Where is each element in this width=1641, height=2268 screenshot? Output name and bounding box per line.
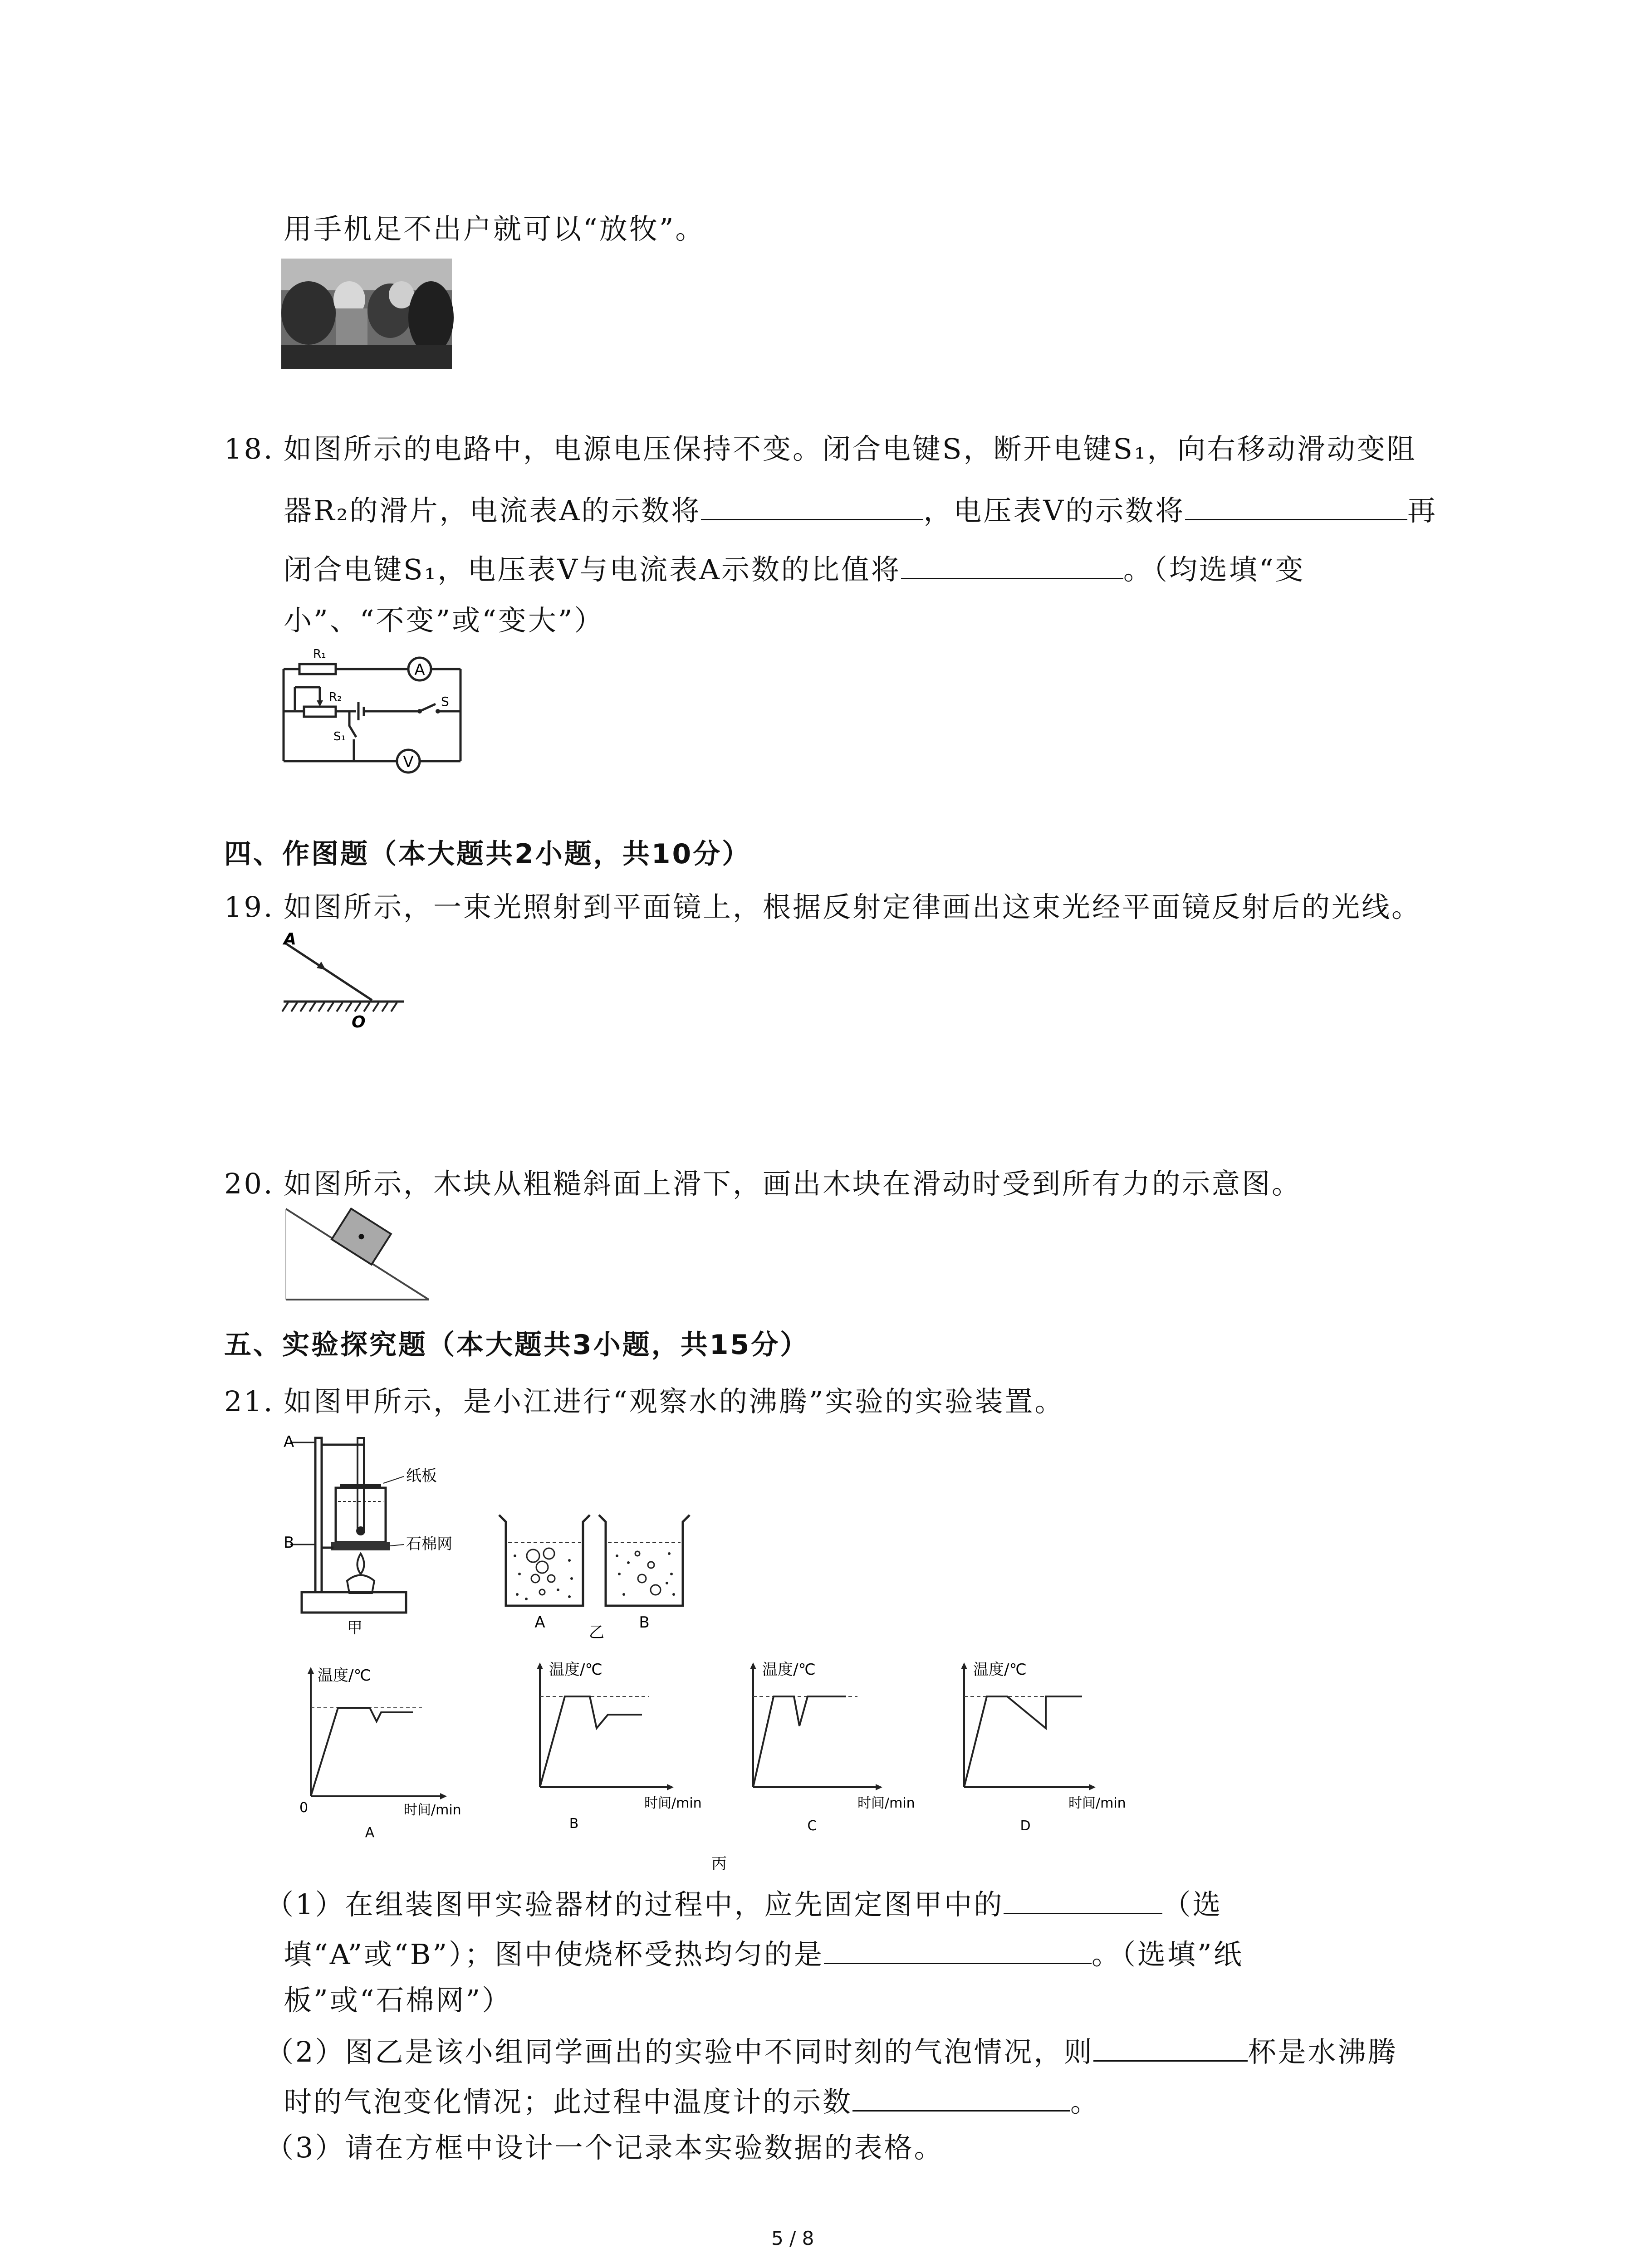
q21-fig-yi-beakers: [492, 1510, 705, 1647]
q21-beaker-b-bubbles: [635, 1551, 661, 1595]
q21-graph-a-origin: 0: [299, 1800, 309, 1816]
q21-graph-d: [961, 1661, 1126, 1834]
q21-graph-c: [750, 1661, 915, 1834]
q21-graph-a-ylabel: 温度/℃: [318, 1667, 371, 1685]
q18-s-label: S: [441, 694, 449, 709]
q18-voltmeter-label: V: [403, 753, 414, 771]
q21-graph-d-ylabel: 温度/℃: [973, 1661, 1027, 1679]
q21-beaker-a-bubbles: [527, 1548, 555, 1595]
q21-jia-label-b: B: [284, 1534, 294, 1552]
q19-text: 如图所示，一束光照射到平面镜上，根据反射定律画出这束光经平面镜反射后的光线。: [284, 890, 1422, 924]
q21-jia-caption: 甲: [347, 1619, 362, 1637]
q18-line-3: [284, 550, 1305, 588]
q21-graph-a-caption: A: [365, 1825, 375, 1841]
q18-r2-label: R₂: [329, 690, 342, 704]
q21-p1b: （选: [1162, 1888, 1223, 1921]
q18-blank-3[interactable]: [901, 550, 1123, 579]
q21-blank-4[interactable]: [852, 2082, 1070, 2112]
q21-graph-c-ylabel: 温度/℃: [762, 1661, 816, 1679]
q19-label-a: A: [284, 930, 296, 948]
q21-yi-caption: 乙: [589, 1623, 604, 1642]
q19-label-o: O: [352, 1013, 366, 1031]
q21-p2-line-2: [284, 2082, 1100, 2120]
q18-line-3a: 闭合电键S₁，电压表V与电流表A示数的比值将: [284, 553, 901, 586]
q19-mirror-hatching: [282, 1002, 397, 1012]
q21-jia-label-zhiban: 纸板: [406, 1467, 437, 1485]
q21-p1-line-2: [284, 1935, 1244, 1973]
q18-line-2a: 器R₂的滑片，电流表A的示数将: [284, 494, 701, 527]
q18-ammeter-label: A: [414, 661, 425, 679]
q18-blank-2[interactable]: [1185, 491, 1407, 520]
q21-graph-a-xlabel: 时间/min: [404, 1802, 461, 1818]
q21-p2a: （2）图乙是该小组同学画出的实验中不同时刻的气泡情况，则: [265, 2035, 1094, 2068]
q18-line-3b: 。（均选填“变: [1123, 553, 1305, 586]
q21-bing-caption: 丙: [711, 1855, 727, 1873]
q18-line-2: [284, 491, 1437, 529]
q21-graph-a: [299, 1667, 461, 1841]
q21-p2b: 杯是水沸腾: [1248, 2035, 1398, 2068]
q21-graph-b-ylabel: 温度/℃: [549, 1661, 603, 1679]
q18-blank-1[interactable]: [701, 491, 923, 520]
q18-line-4: 小”、“不变”或“变大”）: [284, 604, 604, 637]
q21-p1d: 。（选填”纸: [1092, 1938, 1244, 1971]
q21-blank-2[interactable]: [824, 1935, 1092, 1964]
q21-p1c: 填“A”或“B”）；图中使烧杯受热均匀的是: [284, 1938, 824, 1971]
q18-line-2b: ，电压表V的示数将: [923, 494, 1185, 527]
q21-p1a: （1）在组装图甲实验器材的过程中，应先固定图甲中的: [265, 1888, 1004, 1921]
q18-s1-label: S₁: [333, 730, 346, 743]
q21-text: 如图甲所示，是小江进行“观察水的沸腾”实验的实验装置。: [284, 1385, 1065, 1418]
page-number: 5 / 8: [771, 2227, 814, 2249]
q21-fig-bing-graphs: [290, 1656, 1152, 1882]
q18-circuit-diagram: [281, 644, 463, 780]
q20-incline-diagram: [284, 1207, 433, 1304]
q21-blank-3[interactable]: [1093, 2032, 1248, 2062]
q18-line-2c: 再: [1407, 494, 1438, 527]
q19-number: 19.: [224, 890, 274, 924]
q18-number: 18.: [224, 432, 274, 465]
q21-graph-b: [537, 1661, 702, 1832]
q17-text-tail: 用手机足不出户就可以“放牧”。: [284, 212, 705, 245]
q21-number: 21.: [224, 1385, 274, 1418]
q18-line-1: 如图所示的电路中，电源电压保持不变。闭合电键S，断开电键S₁，向右移动滑动变阻: [284, 432, 1417, 465]
q21-graph-c-xlabel: 时间/min: [857, 1795, 915, 1811]
q21-fig-jia-apparatus: [281, 1429, 472, 1637]
q19-mirror-diagram: [281, 930, 413, 1031]
q21-jia-label-a: A: [284, 1433, 294, 1451]
q21-graph-c-caption: C: [807, 1818, 817, 1834]
q20-wooden-block: [332, 1209, 391, 1265]
q21-graph-d-caption: D: [1020, 1818, 1031, 1834]
q21-p2-line-1: [265, 2032, 1397, 2070]
q21-blank-1[interactable]: [1004, 1885, 1162, 1914]
q21-jia-label-shimianwang: 石棉网: [406, 1535, 452, 1553]
q21-yi-label-b: B: [639, 1613, 650, 1632]
q21-graph-b-xlabel: 时间/min: [644, 1795, 702, 1811]
q18-r1-label: R₁: [313, 647, 326, 661]
q21-p2d: 。: [1070, 2085, 1101, 2118]
q20-text: 如图所示，木块从粗糙斜面上滑下，画出木块在滑动时受到所有力的示意图。: [284, 1167, 1302, 1200]
section-4-heading: 四、作图题（本大题共2小题，共10分）: [224, 838, 751, 870]
q21-p2c: 时的气泡变化情况；此过程中温度计的示数: [284, 2085, 853, 2118]
q21-p1-line-1: [265, 1885, 1222, 1923]
q20-number: 20.: [224, 1167, 274, 1200]
q21-graph-d-xlabel: 时间/min: [1068, 1795, 1126, 1811]
q21-p1-line-3: 板”或“石棉网”）: [284, 1984, 512, 2017]
q17-photo: [281, 259, 452, 369]
section-5-heading: 五、实验探究题（本大题共3小题，共15分）: [224, 1329, 809, 1361]
q21-graph-b-caption: B: [569, 1816, 579, 1832]
q21-p3-line: （3）请在方框中设计一个记录本实验数据的表格。: [265, 2131, 944, 2164]
q21-yi-label-a: A: [534, 1613, 545, 1632]
